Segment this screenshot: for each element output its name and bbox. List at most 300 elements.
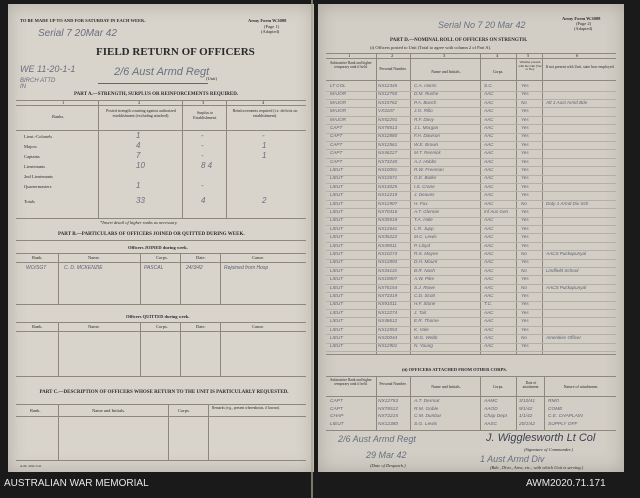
roll-cell: AAC: [484, 276, 494, 282]
roll-cell: No: [521, 267, 527, 273]
joined-hw-corps: PASCAL: [144, 265, 164, 271]
attached-cell: Chap Dept: [484, 414, 507, 419]
roll-cell: S.J. Rowe: [414, 284, 435, 290]
attached-cell: CHAP: [330, 414, 344, 419]
roll-cell: LIEUT: [330, 242, 344, 248]
part-d-subtitle: (i) Officers posted to Unit (Total to agree with column 2 of Part A).: [370, 45, 492, 50]
roll-cell: CAPT: [330, 133, 343, 139]
roll-cell: AAC: [484, 343, 494, 349]
roll-cell: Yes: [521, 343, 529, 349]
roll-cell: B.R. Nash: [414, 267, 435, 273]
rank-value: -: [201, 141, 204, 150]
roll-cell: H. Fox: [414, 200, 428, 206]
roll-cell: Yes: [521, 108, 529, 114]
roll-cell: AAC: [484, 225, 494, 231]
roll-cell: C.D. Scott: [414, 293, 435, 298]
roll-row-rule: [326, 133, 616, 134]
roll-row-rule: [326, 124, 616, 125]
roll-cell: Yes: [521, 259, 529, 265]
roll-cell: Yes: [521, 116, 529, 122]
roll-header-corps: Corps.: [492, 69, 504, 74]
roll-cell: Yes: [521, 309, 529, 315]
roll-header-number: Personal Number.: [379, 67, 407, 71]
roll-header-present: Whether present with the Unit (Yes or No).: [518, 60, 542, 72]
roll-cell: LIEUT: [330, 217, 344, 223]
roll-cell: AAC: [484, 192, 494, 198]
rank-value: 8 4: [201, 161, 213, 170]
quitted-col-corps: Corps.: [156, 324, 168, 329]
roll-cell: CAPT: [330, 141, 343, 147]
roll-row-rule: [326, 158, 616, 159]
roll-cell: LIEUT: [330, 251, 344, 256]
roll-cell: LIEUT: [330, 318, 344, 324]
roll-cell: NX34115: [378, 267, 397, 273]
roll-cell: AAC: [484, 167, 494, 172]
form-page-label-2: (Page 2): [576, 21, 592, 26]
roll-cell: LIEUT: [330, 167, 344, 172]
roll-cell: NX12671: [378, 175, 398, 181]
roll-cell: NX12345: [378, 83, 398, 88]
attached-cell: NX12753: [378, 399, 399, 404]
attached-cell: C.E. CHAPLAIN: [548, 414, 583, 419]
unit-label: (Unit): [206, 76, 217, 81]
roll-cell: LIEUT: [330, 175, 344, 181]
handwritten-formation: 1 Aust Armd Div: [480, 454, 545, 464]
roll-cell: AAC: [484, 267, 494, 273]
rank-value: 10: [136, 161, 145, 170]
roll-cell: C.A. Harris: [414, 83, 437, 88]
top-note: TO BE MADE UP TO AND FOR SATURDAY IN EACH WEEK.: [20, 18, 146, 23]
roll-cell: No: [521, 335, 527, 340]
roll-cell: NX91011: [378, 301, 397, 307]
roll-col-5: 5: [527, 53, 530, 58]
roll-cell: NX12553: [378, 326, 398, 332]
roll-cell: MAJOR: [330, 91, 347, 97]
roll-cell: LIEUT: [330, 192, 344, 198]
handwritten-we: WE 11-20-1-1: [20, 64, 76, 74]
part-d-title: PART D.—NOMINAL ROLL OF OFFICERS ON STRENGTH.: [390, 38, 528, 43]
rank-label: Totals: [24, 199, 35, 204]
page-title: FIELD RETURN OF OFFICERS: [96, 46, 255, 58]
roll-cell: Yes: [521, 83, 529, 88]
roll-cell: NX19007: [378, 276, 398, 282]
roll-cell: NX78513: [378, 125, 398, 130]
roll-col-6: 6: [576, 53, 579, 58]
roll-cell: Yes: [521, 225, 529, 231]
roll-cell: W.E. Brown: [414, 141, 439, 147]
roll-cell: Yes: [521, 125, 529, 130]
roll-row-rule: [326, 217, 616, 218]
footer-institution: AUSTRALIAN WAR MEMORIAL: [4, 478, 149, 489]
part-b-title: PART B.—PARTICULARS OF OFFICERS JOINED OR QUITTED DURING WEEK.: [58, 232, 245, 237]
roll-cell: AAC: [484, 234, 494, 240]
roll-col-1: 1: [348, 53, 351, 58]
attached-cell: CAPT: [330, 406, 343, 412]
quitted-col-cause: Cause.: [252, 324, 265, 329]
roll-cell: AAC: [484, 175, 494, 181]
roll-cell: NX20044: [378, 335, 398, 340]
roll-row-rule: [326, 233, 616, 234]
roll-cell: T.C.: [484, 301, 493, 307]
roll-row-rule: [326, 242, 616, 243]
roll-cell: NX12893: [378, 259, 398, 265]
attached-header-date: Date of attachment.: [522, 381, 540, 389]
roll-cell: LIEUT: [330, 276, 344, 282]
roll-cell: LIEUT: [330, 259, 344, 265]
roll-cell: MAJOR: [330, 108, 347, 114]
roll-cell: Yes: [521, 91, 529, 97]
roll-row-rule: [326, 91, 616, 92]
roll-cell: Inf Aus Gen: [484, 209, 509, 214]
part-c-col-corps: Corps.: [178, 408, 190, 413]
roll-cell: AAC: [484, 133, 494, 139]
roll-cell: T.A. Hale: [414, 217, 433, 223]
roll-cell: R.F. Davy: [414, 116, 434, 122]
roll-cell: W.G. Webb: [414, 335, 438, 340]
roll-header-name: Name and Initials.: [431, 69, 461, 74]
unit-underline: [98, 83, 208, 84]
part-a-col-1: 1: [62, 100, 65, 105]
roll-cell: MAJOR: [330, 99, 347, 105]
roll-row-rule: [326, 141, 616, 142]
roll-cell: AAC: [484, 158, 494, 164]
form-number: Army Form W.3008: [248, 18, 287, 23]
roll-cell: J.O. Rillo: [414, 108, 433, 114]
formation-caption: (Bde., Divn., Area, etc., with which Unit is serving.): [490, 465, 584, 470]
roll-cell: AAC: [484, 183, 494, 189]
form-adapted-label: (Adapted): [261, 29, 280, 34]
roll-cell: A.W. Pike: [414, 276, 434, 282]
roll-cell: LT COL: [330, 83, 346, 88]
roll-cell: No: [521, 99, 527, 105]
joined-hw-name: C. D. MCKENZIE: [64, 265, 103, 271]
roll-cell: F.H. Dawson: [414, 133, 440, 139]
roll-row-rule: [326, 107, 616, 108]
roll-cell: No: [521, 284, 527, 290]
roll-cell: CAPT: [330, 158, 343, 164]
roll-cell: NX12219: [378, 192, 398, 198]
joined-col-rank: Rank.: [32, 255, 43, 260]
part-a-title: PART A.—STRENGTH, SURPLUS OR REINFORCEMENTS REQUIRED.: [74, 92, 239, 97]
rank-value: 4: [136, 141, 141, 150]
roll-row-rule: [326, 275, 616, 276]
rank-label: Lieutenants: [24, 164, 45, 169]
attached-cell: RMO: [548, 399, 560, 404]
roll-cell: No: [521, 200, 527, 206]
roll-cell: H.F. Stone: [414, 301, 436, 307]
roll-cell: N. Young: [414, 343, 433, 349]
attached-cell: AAOD: [484, 406, 498, 412]
rank-label: Quartermasters: [24, 184, 52, 189]
form-adapted-label-2: (Adapted): [574, 26, 593, 31]
rank-value: 7: [136, 151, 141, 160]
roll-cell: Yes: [521, 276, 529, 282]
handwritten-serial-2: Serial No 7 20 Mar 42: [438, 20, 526, 30]
roll-cell: LIEUT: [330, 335, 344, 340]
part-a-header-reinforcements: Reinforcements required (i.e. deficits on establishment).: [232, 108, 298, 118]
roll-cell: AAC: [484, 242, 494, 248]
attached-header-name: Name and Initials.: [431, 384, 461, 389]
roll-cell: NX12641: [378, 225, 398, 231]
roll-cell: AAC: [484, 259, 494, 265]
attached-header-number: Personal Number.: [379, 382, 407, 386]
roll-row-rule: [326, 175, 616, 176]
joined-col-name: Name.: [88, 255, 100, 260]
roll-cell: LIEUT: [330, 301, 344, 307]
roll-cell: AAC: [484, 125, 494, 130]
roll-cell: R.W. Freeman: [414, 167, 444, 172]
roll-cell: A.T. Glennie: [414, 209, 440, 214]
roll-row-rule: [326, 208, 616, 209]
attached-header-corps: Corps.: [492, 384, 504, 389]
attached-cell: NX12380: [378, 421, 399, 427]
form-page-1: [8, 4, 314, 472]
roll-cell: S.C.: [484, 83, 493, 88]
roll-cell: Yes: [521, 209, 529, 214]
rank-value: 33: [136, 196, 145, 205]
roll-cell: NX73319: [378, 293, 398, 298]
roll-cell: AAC: [484, 293, 494, 298]
roll-cell: Yes: [521, 234, 529, 240]
roll-cell: I.S. Crane: [414, 183, 435, 189]
roll-cell: Yes: [521, 175, 529, 181]
roll-cell: LIEUT: [330, 343, 344, 349]
roll-cell: CAPT: [330, 125, 343, 130]
roll-cell: Yes: [521, 242, 529, 248]
roll-cell: CAPT: [330, 150, 343, 156]
roll-row-rule: [326, 225, 616, 226]
roll-cell: AAC: [484, 116, 494, 122]
roll-cell: NX49011: [378, 242, 397, 248]
roll-cell: NX76154: [378, 284, 398, 290]
quitted-title: Officers QUITTED during week.: [126, 314, 190, 319]
quitted-col-name: Name.: [88, 324, 100, 329]
part-c-col-rank: Rank.: [30, 408, 41, 413]
roll-cell: LIEUT: [330, 209, 344, 214]
roll-row-rule: [326, 301, 616, 302]
attached-cell: R.M. Goble: [414, 406, 439, 412]
rank-value: 1: [262, 141, 267, 150]
attached-cell: 20/1/42: [519, 421, 536, 427]
roll-row-rule: [326, 343, 616, 344]
roll-header-rank: Substantive Rank and higher temporary rank if held.: [330, 61, 372, 69]
rank-label: Lieut.-Colonels: [24, 134, 53, 139]
joined-hw-rank: WO/SGT: [26, 265, 47, 271]
roll-row-rule: [326, 309, 616, 310]
rank-value: -: [201, 151, 204, 160]
joined-col-corps: Corps.: [156, 255, 168, 260]
roll-row-rule: [326, 149, 616, 150]
roll-cell: Yes: [521, 293, 529, 298]
roll-cell: Duty 1 Armd Div Sch: [546, 200, 589, 206]
roll-cell: NX12907: [378, 200, 398, 206]
roll-col-4: 4: [496, 53, 499, 58]
roll-cell: M.T. Rennick: [414, 150, 441, 156]
rank-label: Captains: [24, 154, 40, 159]
roll-cell: LIEUT: [330, 225, 344, 231]
attached-cell: NX76512: [378, 406, 399, 412]
part-a-header-surplus: Surplus to Establishment.: [193, 110, 217, 120]
roll-row-rule: [326, 191, 616, 192]
roll-cell: NX12274: [378, 309, 398, 315]
rank-value: 1: [136, 131, 141, 140]
attached-cell: AASC: [484, 421, 498, 427]
roll-cell: AAC: [484, 200, 494, 206]
roll-cell: G.E. Butler: [414, 175, 437, 181]
roll-cell: AAC: [484, 284, 494, 290]
page-fold: [311, 0, 313, 498]
part-c-col-name: Name and Initials.: [92, 408, 126, 413]
part-a-note: *Insert detail of higher ranks as necessary.: [100, 220, 178, 225]
roll-header-employed: If not present with Unit, state how employed.: [545, 65, 615, 69]
roll-cell: NX12561: [378, 141, 398, 147]
roll-cell: NX14025: [378, 183, 398, 189]
part-a-header-posted: Posted strength counting against authorized establishment (excluding attached).: [106, 108, 176, 118]
rank-value: -: [262, 131, 265, 140]
date-caption: (Date of Despatch.): [370, 463, 406, 468]
part-a-col-2: 2: [138, 100, 141, 105]
quitted-col-rank: Rank.: [32, 324, 43, 329]
handwritten-serial: Serial 7 20Mar 42: [38, 28, 117, 39]
roll-cell: Amenities Officer: [546, 335, 581, 340]
roll-cell: LIEUT: [330, 200, 344, 206]
roll-cell: NX46227: [378, 150, 398, 156]
roll-cell: AACS Puckapunyal: [546, 251, 587, 256]
roll-cell: Yes: [521, 192, 529, 198]
roll-row-rule: [326, 166, 616, 167]
roll-cell: AAC: [484, 91, 494, 97]
roll-cell: J. Tait: [414, 309, 427, 315]
roll-row-rule: [326, 116, 616, 117]
roll-row-rule: [326, 351, 616, 352]
attached-header-rank: Substantive Rank and higher temporary rank if held.: [330, 378, 372, 386]
roll-cell: D.H. Mount: [414, 259, 438, 265]
joined-col-date: Date.: [196, 255, 206, 260]
roll-cell: NX10091: [378, 167, 398, 172]
rank-value: 1: [262, 151, 267, 160]
joined-hw-date: 24/3/42: [186, 265, 203, 271]
attached-cell: A.T. Dermat: [414, 399, 440, 404]
attached-cell: 3/10/41: [519, 399, 536, 404]
form-page-label: (Page 1): [264, 24, 280, 29]
quitted-col-date: Date.: [196, 324, 206, 329]
attached-cell: CAPT: [330, 399, 343, 404]
roll-cell: E.R. Thorne: [414, 318, 439, 324]
roll-cell: AAC: [484, 309, 494, 315]
roll-cell: P.A. Bunch: [414, 99, 437, 105]
roll-cell: AAC: [484, 326, 494, 332]
roll-cell: J.L. Morgan: [414, 125, 439, 130]
roll-row-rule: [326, 183, 616, 184]
roll-cell: D.M. Rushe: [414, 91, 439, 97]
roll-cell: Yes: [521, 167, 529, 172]
attached-header-nature: Nature of attachment.: [563, 384, 599, 389]
roll-cell: AAC: [484, 318, 494, 324]
roll-cell: Yes: [521, 318, 529, 324]
attached-cell: AAMC: [484, 399, 498, 404]
roll-col-2: 2: [391, 53, 394, 58]
joined-hw-cause: Rejoined from Hosp: [224, 265, 269, 271]
roll-cell: Yes: [521, 150, 529, 156]
roll-cell: AAC: [484, 150, 494, 156]
attached-cell: S.G. Lewis: [414, 421, 438, 427]
rank-value: -: [201, 181, 204, 190]
roll-cell: NX35222: [378, 234, 398, 240]
roll-cell: L.R. Jupp: [414, 225, 434, 231]
roll-cell: AAC: [484, 335, 494, 340]
part-c-col-remarks: Remarks (e.g., present whereabouts, if known).: [212, 406, 281, 410]
roll-row-rule: [326, 259, 616, 260]
roll-cell: K. Vale: [414, 326, 429, 332]
roll-cell: LIEUT: [330, 183, 344, 189]
signature-caption: (Signature of Commander.): [524, 447, 573, 452]
form-page-2: [318, 4, 624, 472]
rank-value: -: [201, 131, 204, 140]
roll-cell: LIEUT: [330, 284, 344, 290]
roll-cell: Yes: [521, 183, 529, 189]
roll-cell: NX10273: [378, 251, 398, 256]
attached-cell: 9/1/42: [519, 406, 533, 412]
roll-cell: AACS Puckapunyal: [546, 284, 587, 290]
part-c-title: PART C.—DESCRIPTION OF OFFICERS WHOSE RETURN TO THE UNIT IS PARTICULARLY REQUESTED.: [39, 390, 289, 395]
handwritten-unit: 2/6 Aust Armd Regt: [114, 66, 210, 78]
roll-cell: AAC: [484, 251, 494, 256]
commander-signature: J. Wigglesworth Lt Col: [486, 432, 596, 444]
rank-label: 2nd Lieutenants: [24, 174, 53, 179]
footer-accession: AWM2020.71.171: [526, 478, 606, 489]
handwritten-unit-bottom: 2/6 Aust Armd Regt: [338, 434, 416, 444]
roll-cell: Yes: [521, 217, 529, 223]
roll-cell: Yes: [521, 133, 529, 139]
roll-row-rule: [326, 317, 616, 318]
roll-cell: Yes: [521, 141, 529, 147]
roll-cell: LIEUT: [330, 293, 344, 298]
attached-cell: 1/1/42: [519, 414, 533, 419]
attached-cell: C.M. Dunbar: [414, 414, 442, 419]
roll-cell: AAC: [484, 217, 494, 223]
roll-cell: J. Deaves: [414, 192, 435, 198]
roll-cell: AAC: [484, 108, 494, 114]
part-a-header-ranks: Ranks.: [52, 114, 65, 119]
attached-cell: COME: [548, 406, 563, 412]
part-a-col-3: 3: [202, 100, 205, 105]
roll-cell: NX35518: [378, 217, 398, 223]
roll-cell: Yes: [521, 326, 529, 332]
roll-cell: NX15762: [378, 99, 398, 105]
roll-cell: NX52291: [378, 116, 398, 122]
attached-title: (ii) OFFICERS ATTACHED FROM OTHER CORPS.: [402, 367, 507, 372]
attached-cell: LIEUT: [330, 421, 344, 427]
roll-cell: Att 1 Aust Armd Bde: [546, 99, 588, 105]
rank-label: Majors: [24, 144, 37, 149]
roll-cell: LIEUT: [330, 309, 344, 315]
roll-cell: NX73240: [378, 158, 398, 164]
roll-cell: Yes: [521, 158, 529, 164]
rank-value: 2: [262, 196, 267, 205]
roll-col-3: 3: [443, 53, 446, 58]
handwritten-side-note: BIRCH ATTD IN: [20, 78, 56, 90]
roll-cell: Yes: [521, 301, 529, 307]
roll-cell: A.J. Hobbs: [414, 158, 437, 164]
roll-cell: No: [521, 251, 527, 256]
roll-row-rule: [326, 292, 616, 293]
form-number-2: Army Form W.3008: [562, 16, 601, 21]
rank-value: 4: [201, 196, 206, 205]
roll-cell: NX70416: [378, 209, 398, 214]
roll-cell: R.S. Mayne: [414, 251, 438, 256]
roll-cell: NX12880: [378, 133, 398, 139]
roll-cell: P. Lloyd: [414, 242, 431, 248]
